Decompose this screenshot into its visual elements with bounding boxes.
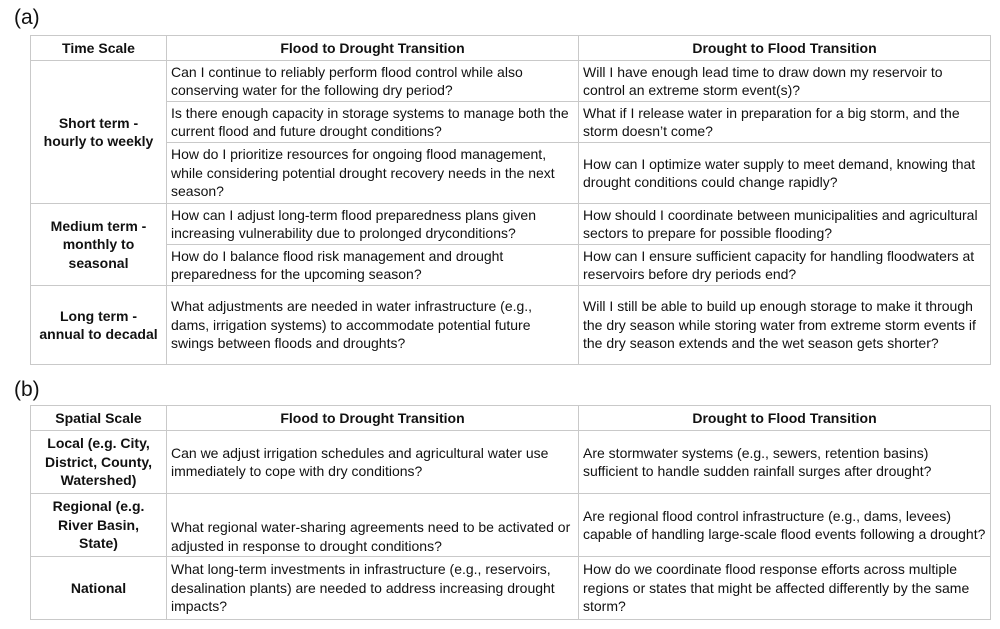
scale-long-term: Long term - annual to decadal bbox=[31, 286, 167, 365]
header-drought-to-flood: Drought to Flood Transition bbox=[579, 406, 991, 431]
scale-national: National bbox=[31, 557, 167, 620]
spatial-scale-table bbox=[30, 405, 991, 620]
flood-to-drought-cell: Can I continue to reliably perform flood control while also conserving water for the following dry period? bbox=[167, 61, 579, 102]
drought-to-flood-cell: Are stormwater systems (e.g., sewers, retention basins) sufficient to handle sudden rainfall surges after drought? bbox=[579, 431, 991, 494]
flood-to-drought-cell: What long-term investments in infrastructure (e.g., reservoirs, desalination plants) are needed to address increasing drought impacts? bbox=[167, 557, 579, 620]
panel-a-label: (a) bbox=[14, 6, 40, 29]
drought-to-flood-cell: How should I coordinate between municipalities and agricultural sectors to prepare for possible flooding? bbox=[579, 204, 991, 245]
drought-to-flood-cell: Will I still be able to build up enough storage to make it through the dry season while storing water from extreme storm events if the dry season extends and the wet season gets shorter? bbox=[579, 286, 991, 365]
scale-local: Local (e.g. City, District, County, Watershed) bbox=[31, 431, 167, 494]
table-row bbox=[31, 431, 991, 494]
table-row bbox=[31, 245, 991, 286]
flood-to-drought-cell: Can we adjust irrigation schedules and agricultural water use immediately to cope with dry conditions? bbox=[167, 431, 579, 494]
drought-to-flood-cell: How can I optimize water supply to meet demand, knowing that drought conditions could change rapidly? bbox=[579, 143, 991, 204]
header-row bbox=[31, 406, 991, 431]
scale-regional: Regional (e.g. River Basin, State) bbox=[31, 494, 167, 557]
drought-to-flood-cell: What if I release water in preparation for a big storm, and the storm doesn’t come? bbox=[579, 102, 991, 143]
header-drought-to-flood: Drought to Flood Transition bbox=[579, 36, 991, 61]
header-flood-to-drought: Flood to Drought Transition bbox=[167, 36, 579, 61]
time-scale-table bbox=[30, 35, 991, 365]
table-row bbox=[31, 204, 991, 245]
header-flood-to-drought: Flood to Drought Transition bbox=[167, 406, 579, 431]
drought-to-flood-cell: How do we coordinate flood response efforts across multiple regions or states that might be affected differently by the same storm? bbox=[579, 557, 991, 620]
flood-to-drought-cell: How can I adjust long-term flood preparedness plans given increasing vulnerability due to prolonged dryconditions? bbox=[167, 204, 579, 245]
header-spatial-scale: Spatial Scale bbox=[31, 406, 167, 431]
scale-medium-term: Medium term - monthly to seasonal bbox=[31, 204, 167, 286]
table-row bbox=[31, 494, 991, 557]
panel-b-label: (b) bbox=[14, 378, 40, 401]
flood-to-drought-cell: What adjustments are needed in water infrastructure (e.g., dams, irrigation systems) to accommodate potential future swings between floods and droughts? bbox=[167, 286, 579, 365]
table-row bbox=[31, 61, 991, 102]
drought-to-flood-cell: How can I ensure sufficient capacity for handling floodwaters at reservoirs before dry periods end? bbox=[579, 245, 991, 286]
table-row bbox=[31, 557, 991, 620]
header-row bbox=[31, 36, 991, 61]
table-row bbox=[31, 143, 991, 204]
table-row bbox=[31, 286, 991, 365]
flood-to-drought-cell: What regional water-sharing agreements need to be activated or adjusted in response to drought conditions? bbox=[167, 494, 579, 557]
flood-to-drought-cell: How do I prioritize resources for ongoing flood management, while considering potential drought recovery needs in the next season? bbox=[167, 143, 579, 204]
table-row bbox=[31, 102, 991, 143]
flood-to-drought-cell: Is there enough capacity in storage systems to manage both the current flood and future drought conditions? bbox=[167, 102, 579, 143]
scale-short-term: Short term - hourly to weekly bbox=[31, 61, 167, 204]
flood-to-drought-cell: How do I balance flood risk management and drought preparedness for the upcoming season? bbox=[167, 245, 579, 286]
header-time-scale: Time Scale bbox=[31, 36, 167, 61]
drought-to-flood-cell: Are regional flood control infrastructure (e.g., dams, levees) capable of handling large-scale flood events following a drought? bbox=[579, 494, 991, 557]
drought-to-flood-cell: Will I have enough lead time to draw down my reservoir to control an extreme storm event(s)? bbox=[579, 61, 991, 102]
